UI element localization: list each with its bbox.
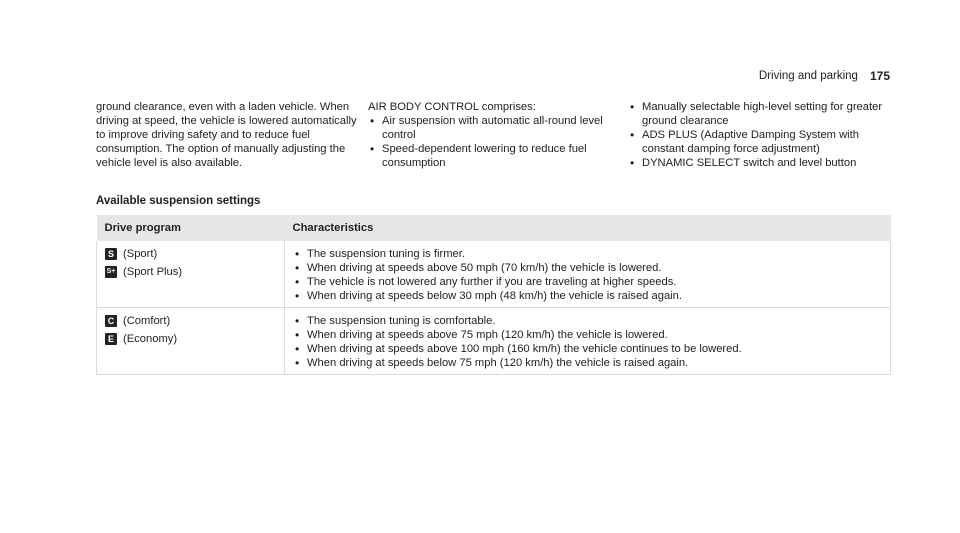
program-entry — [105, 314, 276, 328]
column-header-characteristics: Characteristics — [285, 215, 891, 241]
characteristics-list — [293, 314, 882, 370]
list-item: • When driving at speeds below 75 mph (120 km/h) the vehicle is raised again. — [293, 356, 882, 370]
program-label: (Comfort) — [123, 315, 171, 327]
list-item: • The suspension tuning is comfortable. — [293, 314, 882, 328]
page-number: 175 — [869, 69, 890, 83]
intro-column-3 — [628, 100, 890, 170]
intro-column-2 — [368, 100, 623, 170]
table-row — [97, 308, 891, 375]
list-item: • The vehicle is not lowered any further if you are traveling at higher speeds. — [293, 275, 882, 289]
sport-mode-icon: S — [105, 248, 117, 260]
economy-mode-icon: E — [105, 333, 117, 345]
intro-column-1 — [96, 100, 358, 170]
program-entry — [105, 265, 276, 279]
suspension-settings-table — [96, 215, 891, 375]
list-item: • When driving at speeds above 75 mph (120 km/h) the vehicle is lowered. — [293, 328, 882, 342]
characteristics-cell — [285, 308, 891, 375]
column-header-drive-program: Drive program — [97, 215, 285, 241]
sport-plus-mode-icon: S+ — [105, 266, 117, 278]
characteristics-list — [293, 247, 882, 303]
characteristics-cell — [285, 241, 891, 308]
program-entry — [105, 247, 276, 261]
program-label: (Sport) — [123, 248, 158, 260]
air-body-control-list — [368, 114, 623, 170]
section-title: Available suspension settings — [96, 195, 261, 207]
table-row — [97, 241, 891, 308]
drive-program-cell — [97, 308, 285, 375]
list-item: • The suspension tuning is firmer. — [293, 247, 882, 261]
list-item: • Manually selectable high-level setting for greater ground clearance — [628, 100, 890, 128]
air-body-control-intro: AIR BODY CONTROL comprises: — [368, 101, 536, 113]
list-item: • When driving at speeds above 50 mph (70 km/h) the vehicle is lowered. — [293, 261, 882, 275]
table-header-row — [97, 215, 891, 241]
features-list — [628, 100, 890, 170]
program-entry — [105, 332, 276, 346]
drive-program-cell — [97, 241, 285, 308]
list-item: • When driving at speeds above 100 mph (160 km/h) the vehicle continues to be lowered. — [293, 342, 882, 356]
list-item: • ADS PLUS (Adaptive Damping System with constant damping force adjustment) — [628, 128, 890, 156]
intro-paragraph: ground clearance, even with a laden vehicle. When driving at speed, the vehicle is lowered automatically to improve driving safety and to reduce fuel consumption. The option of manually adjusting the vehicle level is also available. — [96, 101, 357, 169]
section-name: Driving and parking — [758, 70, 858, 82]
comfort-mode-icon: C — [105, 315, 117, 327]
program-label: (Economy) — [123, 333, 178, 345]
list-item: • DYNAMIC SELECT switch and level button — [628, 156, 890, 170]
page-header — [759, 69, 890, 83]
program-label: (Sport Plus) — [123, 266, 183, 278]
list-item: • When driving at speeds below 30 mph (48 km/h) the vehicle is raised again. — [293, 289, 882, 303]
list-item: • Air suspension with automatic all-round level control — [368, 114, 623, 142]
list-item: • Speed-dependent lowering to reduce fuel consumption — [368, 142, 623, 170]
